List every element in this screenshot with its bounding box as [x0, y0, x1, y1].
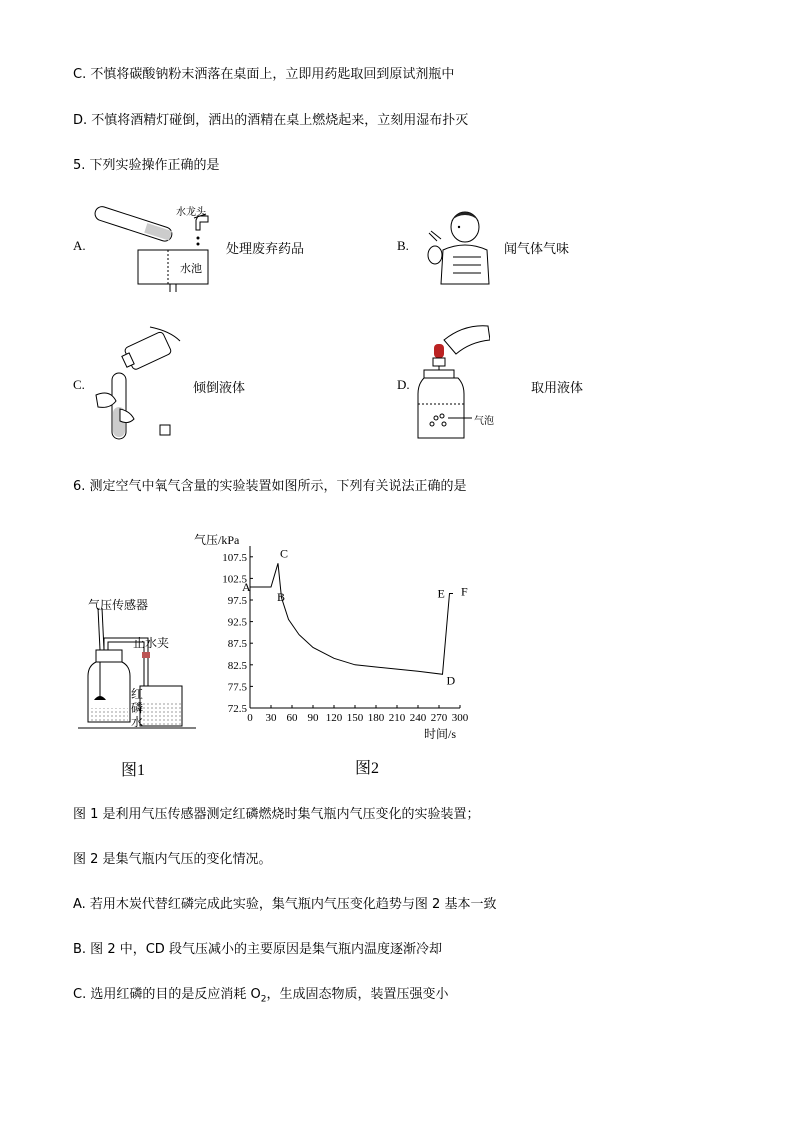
x-tick-label: 210	[388, 712, 406, 724]
y-tick-label: 77.5	[227, 681, 247, 694]
option-b-letter: B.	[397, 238, 409, 253]
x-tick-label: 150	[346, 712, 364, 724]
x-tick-label: 30	[265, 712, 277, 724]
phosphorus-label-2: 磷	[131, 701, 144, 715]
option-c-q6	[73, 986, 448, 1009]
smelling-gas-illustration	[423, 205, 491, 285]
x-tick-label: 0	[247, 712, 253, 724]
option-a-label: 处理废弃药品	[226, 242, 305, 257]
y-tick-label: 87.5	[227, 638, 247, 651]
option-c-label: 倾倒液体	[193, 381, 246, 396]
option-b-q6: B. 图 2 中，CD 段气压减小的主要原因是集气瓶内温度逐渐冷却	[73, 942, 442, 957]
y-tick-label: 82.5	[227, 659, 247, 672]
point-label-c: C	[280, 546, 289, 561]
figure-2-caption: 图2	[355, 760, 380, 777]
clamp-label: 止水夹	[133, 636, 170, 650]
option-d-q4: D. 不慎将酒精灯碰倒，洒出的酒精在桌上燃烧起来，立刻用湿布扑灭	[73, 113, 469, 128]
tap-label: 水龙头	[176, 207, 206, 218]
x-tick-label: 120	[325, 712, 343, 724]
phosphorus-label-1: 红	[131, 687, 144, 701]
option-a-letter: A.	[73, 238, 86, 253]
description-line-2: 图 2 是集气瓶内气压的变化情况。	[73, 852, 272, 867]
y-tick-label: 102.5	[222, 573, 247, 586]
x-tick-label: 240	[409, 712, 427, 724]
option-d-label: 取用液体	[531, 381, 584, 396]
point-label-f: F	[461, 584, 468, 599]
pouring-liquid-illustration	[92, 325, 184, 445]
point-label-a: A	[242, 580, 251, 595]
y-tick-label: 92.5	[227, 616, 247, 629]
y-tick-label: 72.5	[227, 703, 247, 715]
y-axis-label: 气压/kPa	[194, 533, 240, 547]
bubble-label: 气泡	[474, 416, 494, 427]
option-a-q6: A. 若用木炭代替红磷完成此实验，集气瓶内气压变化趋势与图 2 基本一致	[73, 897, 497, 912]
question-5: 5. 下列实验操作正确的是	[73, 158, 220, 173]
point-label-e: E	[437, 586, 445, 601]
subscript-2: 2	[260, 994, 267, 1005]
option-c-q4: C. 不慎将碳酸钠粉末洒落在桌面上，立即用药匙取回到原试剂瓶中	[73, 67, 455, 82]
pressure-chart	[190, 528, 490, 748]
point-label-d: D	[446, 673, 456, 688]
option-c-q6-text-end: ，生成固态物质，装置压强变小	[266, 987, 449, 1002]
x-axis-label: 时间/s	[424, 727, 457, 741]
sink-label: 水池	[180, 262, 202, 275]
x-tick-label: 180	[367, 712, 385, 724]
x-tick-label: 300	[451, 712, 469, 724]
water-label: 水	[131, 715, 144, 729]
pressure-series-line	[250, 563, 453, 674]
figure-1-caption: 图1	[121, 762, 146, 779]
option-c-letter: C.	[73, 377, 85, 392]
option-d-letter: D.	[397, 377, 410, 392]
x-tick-label: 60	[286, 712, 298, 724]
option-c-q6-text: C. 选用红磷的目的是反应消耗 O	[73, 987, 261, 1002]
description-line-1: 图 1 是利用气压传感器测定红磷燃烧时集气瓶内气压变化的实验装置；	[73, 807, 480, 822]
x-tick-label: 90	[307, 712, 319, 724]
y-tick-label: 97.5	[227, 595, 247, 607]
sensor-label: 气压传感器	[88, 598, 149, 612]
point-label-b: B	[277, 590, 286, 605]
x-tick-label: 270	[430, 712, 448, 724]
y-tick-label: 107.5	[222, 551, 247, 564]
question-6: 6. 测定空气中氧气含量的实验装置如图所示，下列有关说法正确的是	[73, 479, 467, 494]
option-b-label: 闻气体气味	[504, 242, 570, 257]
